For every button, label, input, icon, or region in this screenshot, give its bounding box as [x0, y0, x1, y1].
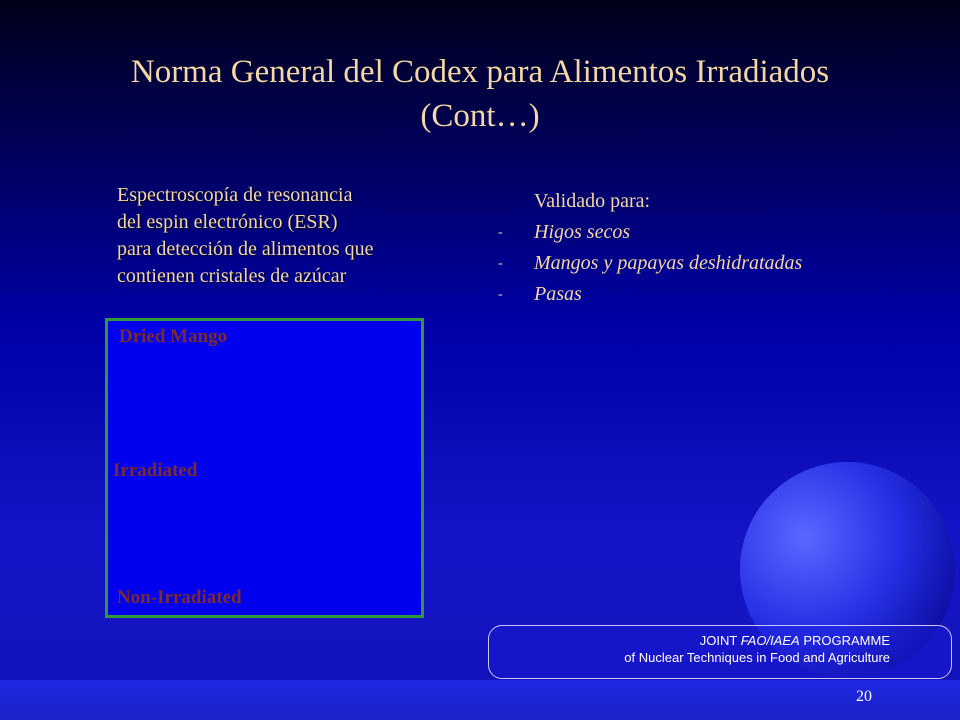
- bullet-marker: -: [498, 256, 503, 271]
- list-item-text: Pasas: [534, 283, 582, 305]
- bullet-marker: -: [498, 225, 503, 240]
- slide-title: [40, 50, 920, 138]
- figure-label-dried-mango: Dried Mango: [119, 326, 228, 347]
- footer-line-1: [624, 632, 890, 649]
- footer-text: [624, 632, 890, 666]
- esr-line-4: contienen cristales de azúcar: [117, 265, 347, 287]
- list-item: [498, 250, 818, 277]
- esr-line-2: del espin electrónico (ESR): [117, 211, 338, 233]
- list-item: [498, 219, 818, 246]
- bottom-bar: [0, 680, 960, 720]
- list-item: [498, 281, 818, 308]
- validated-heading: Validado para:: [534, 190, 651, 212]
- figure-label-irradiated: Irradiated: [113, 460, 198, 481]
- figure-label-non-irradiated: Non-Irradiated: [117, 587, 242, 608]
- esr-line-1: Espectroscopía de resonancia: [117, 184, 353, 206]
- list-item-text: Higos secos: [534, 221, 631, 243]
- bullet-marker: -: [498, 287, 503, 302]
- footer-prefix: JOINT: [699, 633, 741, 648]
- footer-line-2: of Nuclear Techniques in Food and Agriculture: [624, 650, 890, 665]
- list-item-text: Mangos y papayas deshidratadas: [534, 252, 803, 274]
- title-line-2: (Cont…): [420, 98, 540, 134]
- footer-suffix: PROGRAMME: [799, 633, 890, 648]
- page-number: 20: [856, 688, 872, 705]
- validated-list: [498, 188, 818, 312]
- esr-line-3: para detección de alimentos que: [117, 238, 374, 260]
- footer-org: FAO/IAEA: [740, 633, 800, 648]
- title-line-1: Norma General del Codex para Alimentos Irradiados: [130, 54, 830, 90]
- esr-description: [117, 182, 477, 290]
